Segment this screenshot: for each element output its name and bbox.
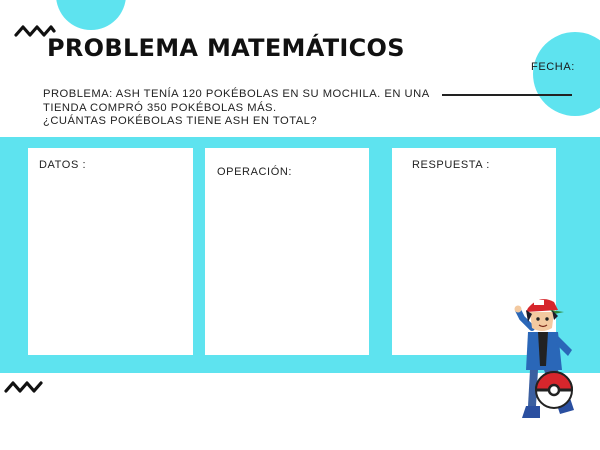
fecha-label: FECHA:	[531, 61, 575, 73]
problem-line: TIENDA COMPRÓ 350 POKÉBOLAS MÁS.	[43, 101, 277, 114]
problem-statement	[43, 88, 433, 129]
fecha-line	[442, 94, 572, 96]
decorative-circle-right	[533, 32, 600, 116]
ash-ketchum-illustration	[514, 288, 586, 443]
problem-line: ¿CUÁNTAS POKÉBOLAS TIENE ASH EN TOTAL?	[43, 115, 318, 127]
problem-line: PROBLEMA: ASH TENÍA 120 POKÉBOLAS EN SU MOCHILA. EN UNA	[43, 88, 430, 100]
datos-box[interactable]	[28, 148, 193, 355]
operacion-box[interactable]	[205, 148, 369, 355]
decorative-circle-top	[56, 0, 126, 30]
pokeball-icon	[536, 372, 572, 408]
datos-label: DATOS :	[39, 159, 87, 171]
operacion-label: OPERACIÓN:	[217, 166, 293, 178]
zigzag-decoration-bottom-left	[4, 380, 44, 394]
respuesta-label: RESPUESTA :	[412, 159, 490, 171]
page-title: PROBLEMA MATEMÁTICOS	[47, 34, 405, 62]
